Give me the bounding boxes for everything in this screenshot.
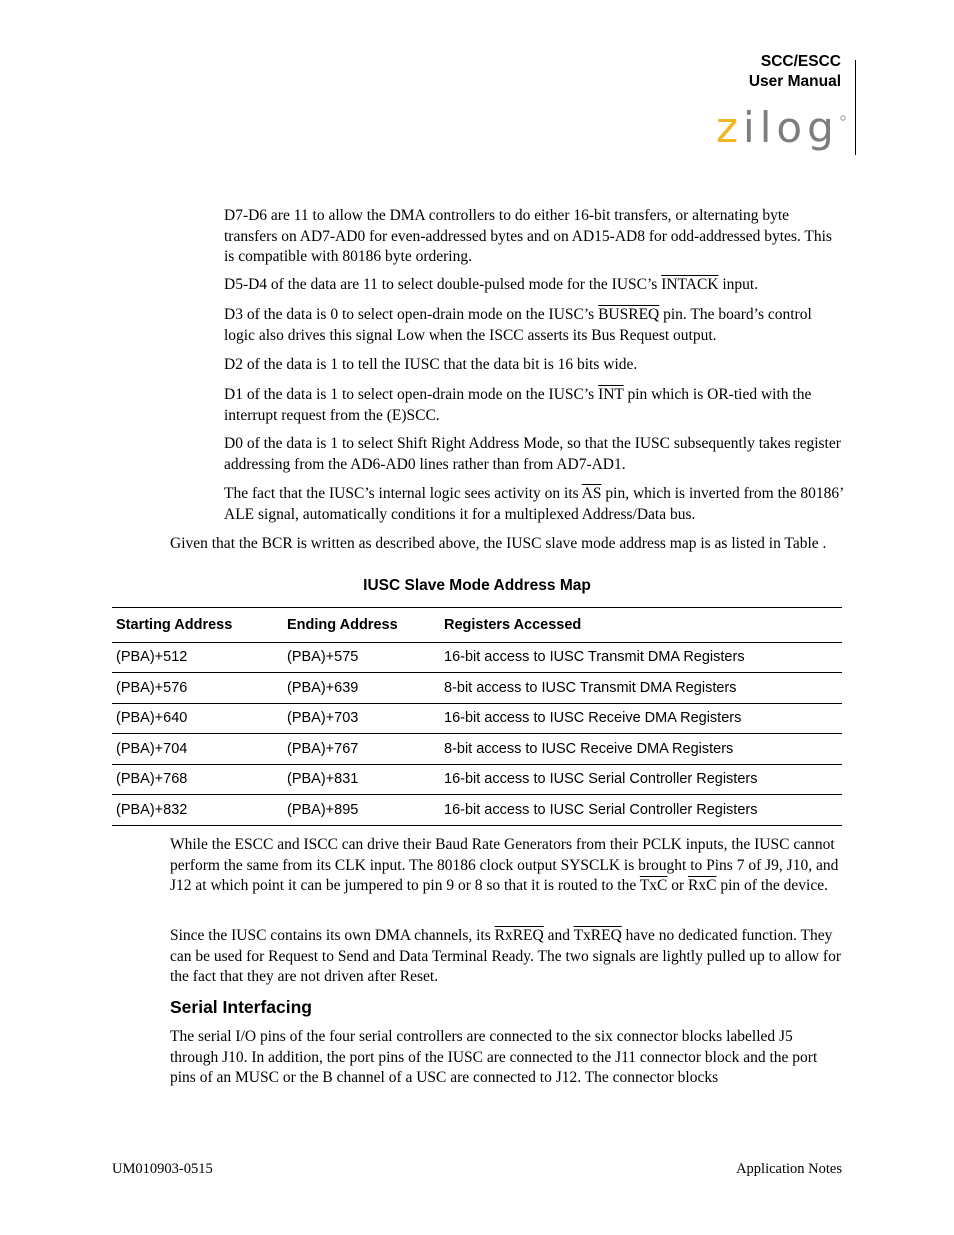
column-header: Starting Address: [112, 608, 283, 643]
table-cell: 8-bit access to IUSC Receive DMA Registers: [440, 734, 842, 765]
table-row: [112, 642, 842, 673]
int-signal: $\overline{INT}$: [598, 386, 624, 403]
column-header: Registers Accessed: [440, 608, 842, 643]
paragraph-serial-interfacing: The serial I/O pins of the four serial controllers are connected to the six connector blocks labelled J5 through J10. In addition, the port pins of the IUSC are connected to the J11 connector block and the port pins of an MUSC or the B channel of a USC are connected to J12. The connector blocks: [170, 1028, 818, 1087]
txreq-signal: TxREQ: [573, 927, 622, 944]
zilog-logo: [716, 108, 846, 158]
table-cell: (PBA)+576: [112, 673, 283, 704]
intack-signal: INTACK: [661, 276, 719, 293]
table-cell: 16-bit access to IUSC Serial Controller Registers: [440, 764, 842, 795]
table-cell: (PBA)+575: [283, 642, 440, 673]
column-header: Ending Address: [283, 608, 440, 643]
logo-wordmark: zilog: [716, 108, 839, 152]
paragraph-d1: D1 of the data is 1 to select open-drain mode on the IUSC’s $\overline{INT}$ pin which is OR-tied with the interrupt request from the (E)SCC.: [224, 386, 812, 424]
table-row: [112, 703, 842, 734]
table-row: [112, 734, 842, 765]
rxc-signal: $\overline{RxC}$: [688, 877, 717, 895]
address-map-table: [112, 607, 842, 826]
paragraph-d7-d6: D7-D6 are 11 to allow the DMA controllers to do either 16-bit transfers, or alternating byte transfers on AD7-AD0 for even-addressed bytes and on AD15-AD8 for odd-addressed bytes. This is compatible with 80186 byte ordering.: [224, 207, 832, 266]
table-cell: 16-bit access to IUSC Serial Controller Registers: [440, 795, 842, 826]
txc-signal: $\overline{TxC}$: [639, 877, 668, 895]
table-cell: (PBA)+831: [283, 764, 440, 795]
table-cell: (PBA)+767: [283, 734, 440, 765]
paragraph-bcr-intro: Given that the BCR is written as described above, the IUSC slave mode address map is as listed in Table .: [170, 535, 827, 552]
paragraph-d3: D3 of the data is 0 to select open-drain mode on the IUSC’s BUSREQ pin. The board’s control logic also drives this signal Low when the ISCC asserts its Bus Request output.: [224, 306, 812, 344]
section-heading: Serial Interfacing: [170, 997, 312, 1017]
table-cell: (PBA)+768: [112, 764, 283, 795]
paragraph-d2: D2 of the data is 1 to tell the IUSC that the data bit is 16 bits wide.: [224, 356, 638, 373]
table-caption: IUSC Slave Mode Address Map: [363, 577, 591, 594]
header-rule: [855, 60, 856, 155]
manual-subtitle: User Manual: [748, 73, 841, 90]
table-cell: (PBA)+512: [112, 642, 283, 673]
document-number: UM010903-0515: [112, 1161, 213, 1177]
table-cell: (PBA)+832: [112, 795, 283, 826]
manual-title: SCC/ESCC: [760, 53, 841, 70]
paragraph-as-pin: The fact that the IUSC’s internal logic sees activity on its $\overline{AS}$ pin, which is inverted from the 80186’ ALE signal, automatically conditions it for a multiplexed Address/Data bus.: [224, 485, 844, 523]
table-cell: (PBA)+704: [112, 734, 283, 765]
table-cell: 16-bit access to IUSC Receive DMA Registers: [440, 703, 842, 734]
table-row: [112, 764, 842, 795]
registered-mark-icon: [841, 116, 845, 120]
section-name: Application Notes: [736, 1161, 842, 1177]
paragraph-dma-channels: Since the IUSC contains its own DMA channels, its RxREQ and TxREQ have no dedicated function. They can be used for Request to Send and Data Terminal Ready. The two signals are lightly pulled up to allow for the fact that they are not driven after Reset.: [170, 927, 841, 986]
table-cell: (PBA)+640: [112, 703, 283, 734]
table-cell: (PBA)+895: [283, 795, 440, 826]
paragraph-d5-d4: D5-D4 of the data are 11 to select double-pulsed mode for the IUSC’s INTACK input.: [224, 276, 759, 293]
table-row: [112, 795, 842, 826]
table-cell: (PBA)+703: [283, 703, 440, 734]
as-signal: $\overline{AS}$: [581, 485, 602, 502]
table-row: [112, 673, 842, 704]
paragraph-d0: D0 of the data is 1 to select Shift Right Address Mode, so that the IUSC subsequently takes register addressing from the AD6-AD0 lines rather than from AD7-AD1.: [224, 435, 841, 473]
table-cell: 16-bit access to IUSC Transmit DMA Registers: [440, 642, 842, 673]
table-cell: (PBA)+639: [283, 673, 440, 704]
table-cell: 8-bit access to IUSC Transmit DMA Registers: [440, 673, 842, 704]
rxreq-signal: RxREQ: [494, 927, 544, 944]
busreq-signal: BUSREQ: [598, 306, 660, 323]
table-header-row: [112, 608, 842, 643]
paragraph-baud-rate: While the ESCC and ISCC can drive their Baud Rate Generators from their PCLK inputs, the IUSC cannot perform the same from its CLK input. The 80186 clock output SYSCLK is brought to Pins 7 of J9, J10, and J12 at which point it can be jumpered to pin 9 or 8 so that it is routed to the $\overline{TxC}$ or $\overline{RxC}$ pin of the device.: [170, 836, 839, 895]
